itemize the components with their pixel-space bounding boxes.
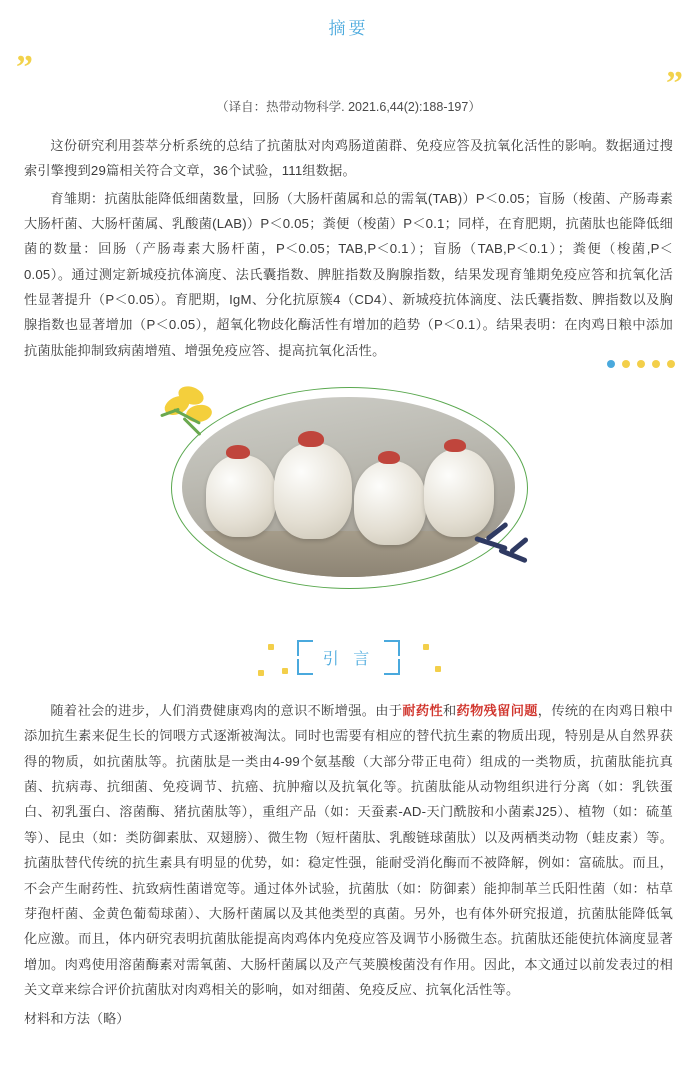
photo-floor: [182, 531, 515, 577]
quote-open-icon: ”: [16, 49, 31, 86]
chicken-comb: [444, 439, 466, 452]
chicken-comb: [226, 445, 250, 459]
intro-section-title: 引 言: [322, 651, 375, 669]
dot-icon: [622, 360, 630, 368]
chicken-comb: [298, 431, 324, 447]
page-title: 摘要: [328, 19, 369, 38]
intro-section-header: [0, 640, 697, 684]
chicken-shape: [274, 443, 352, 539]
corner-decoration: [384, 659, 400, 675]
intro-text-c: ，传统的在肉鸡日粮中添加抗生素来促生长的饲喂方式逐渐被淘汰。同时也需要有相应的替代抗生素的物质出现，特别是从自然界获得的物质，如抗菌肽等。抗菌肽是一类由4-99个氨基酸（大部分带正电荷）组成的一类物质，抗菌肽能抗真菌、抗病毒、抗细菌、免疫调节、抗癌、抗肿瘤以及抗氧化等。抗菌肽能从动物组织进行分离（如：乳铁蛋白、初乳蛋白、溶菌酶、猪抗菌肽等），重组产品（如：天蚕素-AD-天门酰胺和小菌素J25）、植物（如：硫堇等）、昆虫（如：类防御素肽、双翅膀）、微生物（短杆菌肽、乳酸链球菌肽）以及两栖类动物（蛙皮素）等。抗菌肽替代传统的抗生素具有明显的优势，如：稳定性强，能耐受消化酶而不被降解，例如：富硫肽。而且，不会产生耐药性、抗致病性菌谱宽等。通过体外试验，抗菌肽（如：防御素）能抑制革兰氏阳性菌（如：枯草芽孢杆菌、金黄色葡萄球菌）、大肠杆菌属以及其他类型的真菌。另外，也有体外研究报道，抗菌肽能降低氧化应激。而且，体内研究表明抗菌肽能提高肉鸡体内免疫应答及调节小肠微生态。抗菌肽还能使抗体滴度显著增加。肉鸡使用溶菌酶素对需氧菌、大肠杆菌属以及产气荚膜梭菌没有作用。因此，本文通过以前发表过的相关文章来综合评价抗菌肽对肉鸡相关的影响，如对细菌、免疫反应、抗氧化活性等。: [24, 703, 674, 997]
figure-block: [0, 379, 697, 614]
dot-icon: [652, 360, 660, 368]
chicken-shape: [424, 449, 494, 537]
broiler-chicken-photo: [182, 397, 515, 577]
quote-close-icon: ”: [666, 65, 681, 102]
materials-and-methods-line: 材料和方法（略）: [24, 1011, 130, 1027]
abstract-paragraph-1: 这份研究利用荟萃分析系统的总结了抗菌肽对肉鸡肠道菌群、免疫应答及抗氧化活性的影响。数据通过搜索引擎搜到29篇相关符合文章，36个试验，111组数据。: [24, 138, 673, 179]
flower-icon: [160, 385, 222, 445]
chicken-shape: [354, 461, 426, 545]
dot-icon: [637, 360, 645, 368]
swallow-icon: [468, 527, 538, 583]
dot-decoration: [607, 360, 675, 368]
intro-text-a: 随着社会的进步，人们消费健康鸡肉的意识不断增强。由于: [50, 703, 403, 719]
intro-section-title-box: [297, 640, 400, 675]
highlight-drug-resistance: 耐药性: [402, 703, 443, 719]
chicken-shape: [206, 455, 276, 537]
intro-text-b: 和: [443, 703, 457, 719]
corner-decoration: [297, 659, 313, 675]
quote-decoration-row: [0, 45, 697, 102]
intro-section: [0, 698, 697, 1031]
dot-icon: [607, 360, 615, 368]
corner-decoration: [384, 640, 400, 656]
intro-paragraph: [24, 698, 673, 1002]
abstract-paragraph-2: 育雏期：抗菌肽能降低细菌数量，回肠（大肠杆菌属和总的需氧(TAB)）P＜0.05；盲肠（梭菌、产肠毒素大肠杆菌、大肠杆菌属、乳酸菌(LAB)）P＜0.05；粪便（梭菌）P＜0.1；同样，在育肥期，抗菌肽也能降低细菌的数量：回肠（产肠毒素大肠杆菌，P＜0.05；TAB,P＜0.1）；盲肠（TAB,P＜0.1）；粪便（梭菌,P＜0.05）。通过测定新城疫抗体滴度、法氏囊指数、脾脏指数及胸腺指数，结果发现育雏期免疫应答和抗氧化活性显著提升（P＜0.05）。育肥期，IgM、分化抗原簇4（CD4）、新城疫抗体滴度、法氏囊指数、脾指数以及胸腺指数也显著增加（P＜0.05），超氧化物歧化酶活性有增加的趋势（P＜0.1）。结果表明：在肉鸡日粮中添加抗菌肽能抑制致病菌增殖、增强免疫应答、提高抗氧化活性。: [24, 190, 673, 358]
chicken-comb: [378, 451, 400, 464]
corner-decoration: [297, 640, 313, 656]
abstract-section: [0, 133, 697, 363]
source-citation: （译自：热带动物科学. 2021.6,44(2):188-197）: [216, 100, 481, 114]
highlight-drug-residue: 药物残留问题: [456, 703, 538, 719]
dot-icon: [667, 360, 675, 368]
